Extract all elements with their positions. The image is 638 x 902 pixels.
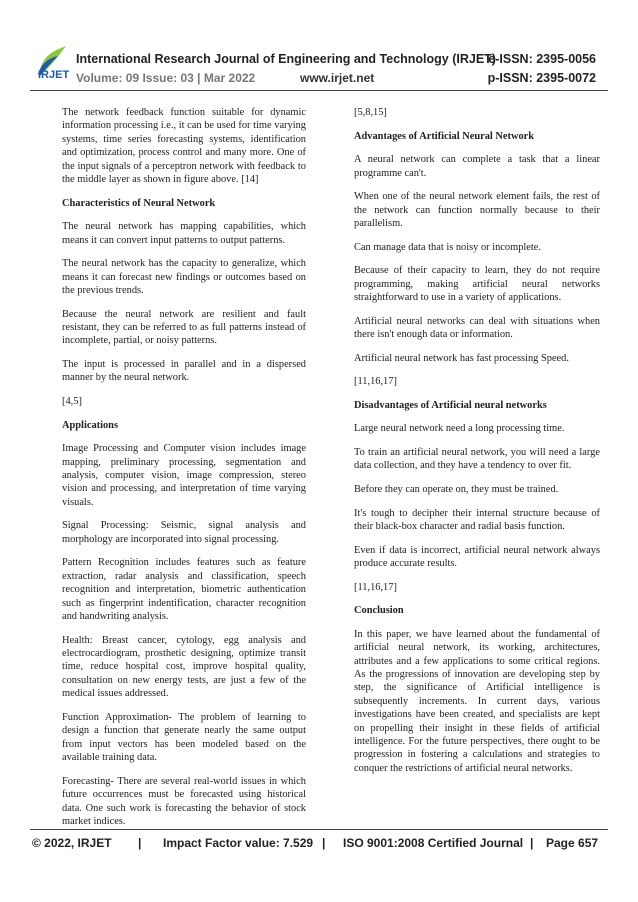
paragraph: Artificial neural networks can deal with situations when there isn't enough data or information. <box>354 315 600 340</box>
paragraph: Function Approximation- The problem of learning to design a function that generate nearly the same output from input vectors has been modeled based on the available training data. <box>62 711 306 764</box>
footer-separator: | <box>530 836 534 850</box>
page-header <box>0 0 638 92</box>
citation: [11,16,17] <box>354 376 397 388</box>
footer-divider <box>30 829 608 830</box>
paragraph: Pattern Recognition includes features such as feature extraction, radar analysis and classification, speech recognition and interpretation, biometric authentication such as fingerprint indentification, character recognition and handwriting analysis. <box>62 557 306 623</box>
paragraph: Because the neural network are resilient and fault resistant, they can be referred to as full patterns instead of incomplete, partial, or noisy patterns. <box>62 308 306 347</box>
page-footer <box>30 836 608 852</box>
footer-separator: | <box>322 836 326 850</box>
paragraph: Health: Breast cancer, cytology, egg analysis and electrocardiogram, prosthetic designing, optimize transit time, reduce hospital cost, improve hospital quality, consultation on new energy tests, are just a few of the medical issues addressed. <box>62 634 306 700</box>
page-number: Page 657 <box>546 836 599 850</box>
paragraph: A neural network can complete a task that a linear programme can't. <box>354 154 600 179</box>
citation: [5,8,15] <box>354 107 387 118</box>
p-issn: p-ISSN: 2395-0072 <box>487 71 596 85</box>
footer-separator: | <box>138 836 142 850</box>
paragraph: Even if data is incorrect, artificial neural network always produce accurate results. <box>354 544 600 569</box>
paragraph: The neural network has mapping capabilities, which means it can convert input patterns to output patterns. <box>62 221 306 246</box>
paragraph: It's tough to decipher their internal structure because of their black-box character and radial basis function. <box>354 507 600 532</box>
paragraph: In this paper, we have learned about the fundamental of artificial neural network, its working, architectures, attributes and a few applications to some critical regions. As the progressions of innovation are developing step by step, the significance of Artificial intelligence is subsequently increments. In current days, various investigations have been created, and specialists are kept on propelling their insight in these fields of artificial intelligence. For the future perspectives, there ought to be progression in fostering a calculations and strategies to conquer the restrictions of artificial neural networks. <box>354 628 600 774</box>
logo-text: IRJET <box>38 69 70 81</box>
section-heading: Conclusion <box>354 605 404 617</box>
header-divider <box>30 90 608 91</box>
paragraph: Image Processing and Computer vision includes image mapping, preliminary processing, segmentation and analysis, computer vision, image compression, stereo vision and processing, and interpretation of time varying visuals. <box>62 443 306 508</box>
iso-certification: ISO 9001:2008 Certified Journal <box>343 836 524 850</box>
paragraph: Before they can operate on, they must be trained. <box>354 483 559 495</box>
paragraph: When one of the neural network element fails, the rest of the network can function normally because to their parallelism. <box>354 191 600 229</box>
paragraph: Because of their capacity to learn, they do not require programming, making artificial neural networks straightforward to use in a variety of applications. <box>354 265 600 303</box>
paragraph: To train an artificial neural network, you will need a large data collection, and they have a tendency to over fit. <box>354 446 600 472</box>
volume-issue: Volume: 09 Issue: 03 | Mar 2022 <box>76 71 256 85</box>
section-heading: Applications <box>62 419 119 431</box>
citation: [4,5] <box>62 396 82 408</box>
paragraph: The neural network has the capacity to generalize, which means it can forecast new findings or outcomes based on the previous trends. <box>62 258 306 297</box>
e-issn: e-ISSN: 2395-0056 <box>488 52 596 66</box>
section-heading: Disadvantages of Artificial neural networks <box>354 399 547 411</box>
paragraph: Forecasting- There are several real-world issues in which future occurrences must be forecasted using historical data. One such work is forecasting the behavior of stock market indices. <box>62 775 306 827</box>
left-column <box>62 106 306 839</box>
section-heading: Characteristics of Neural Network <box>62 197 216 209</box>
journal-website: www.irjet.net <box>300 71 375 85</box>
paragraph: Can manage data that is noisy or incomplete. <box>354 241 541 253</box>
journal-name: International Research Journal of Engineering and Technology (IRJET) <box>76 52 496 66</box>
paragraph: Artificial neural network has fast processing Speed. <box>354 352 569 364</box>
paragraph: Signal Processing: Seismic, signal analysis and morphology are incorporated into signal processing. <box>62 520 306 545</box>
section-heading: Advantages of Artificial Neural Network <box>354 130 535 142</box>
impact-factor: Impact Factor value: 7.529 <box>163 836 314 850</box>
right-column <box>354 106 600 785</box>
citation: [11,16,17] <box>354 581 397 593</box>
paragraph: The input is processed in parallel and in a dispersed manner by the neural network. <box>62 359 306 384</box>
copyright: © 2022, IRJET <box>32 836 112 850</box>
paragraph: The network feedback function suitable for dynamic information processing i.e., it can be used for time varying systems, time series forecasting systems, identification and optimization, process control and many more. One of the input signals of a perceptron network with feedback to the middle layer as shown in figure above. [14] <box>62 107 306 186</box>
paragraph: Large neural network need a long processing time. <box>354 423 565 435</box>
